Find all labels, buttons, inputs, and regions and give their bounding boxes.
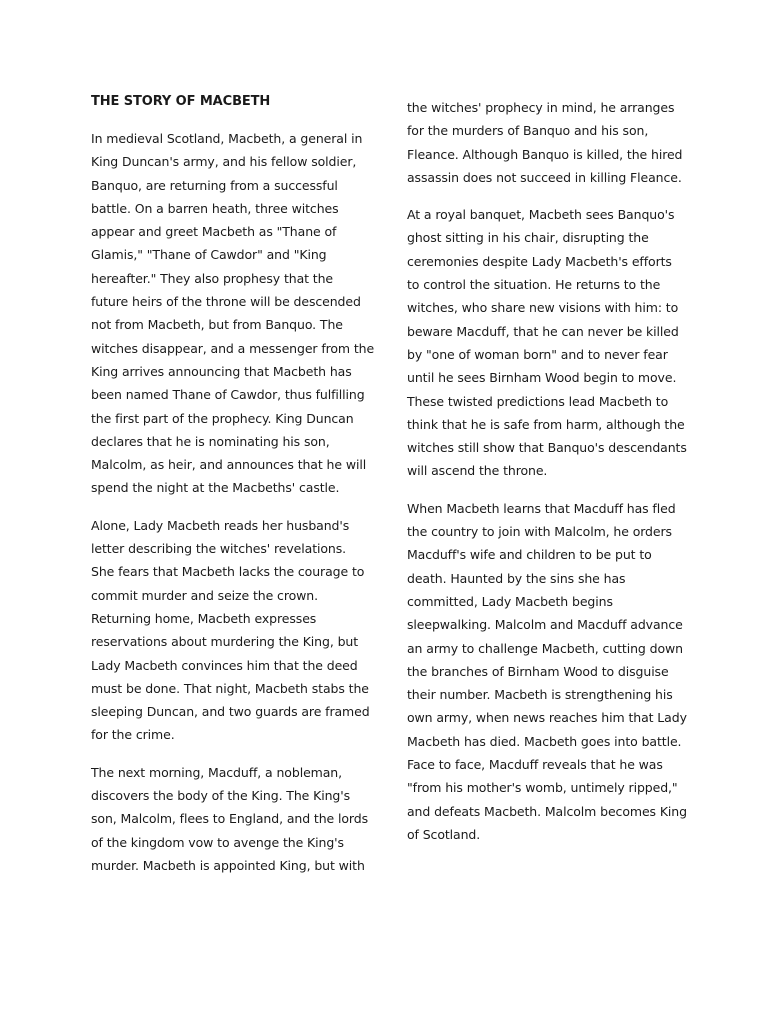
text-line: reservations about murdering the King, but — [91, 634, 359, 650]
text-line: Banquo, are returning from a successful — [91, 177, 338, 193]
text-line: ceremonies despite Lady Macbeth's efforts — [407, 253, 672, 269]
text-line: commit murder and seize the crown. — [91, 587, 318, 603]
text-line: Lady Macbeth convinces him that the deed — [91, 657, 358, 673]
text-line: Macbeth has died. Macbeth goes into battle. — [407, 733, 682, 749]
document-title: THE STORY OF MACBETH — [91, 94, 271, 109]
text-line: until he sees Birnham Wood begin to move. — [407, 370, 677, 386]
text-line: future heirs of the throne will be descended — [91, 294, 361, 310]
text-line: At a royal banquet, Macbeth sees Banquo's — [407, 207, 675, 223]
text-line: sleepwalking. Malcolm and Macduff advance — [407, 617, 683, 633]
text-line: She fears that Macbeth lacks the courage to — [91, 564, 365, 580]
text-line: their number. Macbeth is strengthening his — [407, 687, 673, 703]
text-line: Glamis," "Thane of Cawdor" and "King — [91, 247, 327, 263]
text-line: murder. Macbeth is appointed King, but with — [91, 857, 365, 873]
text-line: witches still show that Banquo's descendants — [407, 440, 687, 456]
left-column — [91, 90, 375, 891]
text-line: own army, when news reaches him that Lady — [407, 710, 687, 726]
text-line: death. Haunted by the sins she has — [407, 570, 626, 586]
right-paragraphs — [407, 96, 697, 846]
text-line: hereafter." They also prophesy that the — [91, 270, 334, 286]
text-line: declares that he is nominating his son, — [91, 433, 330, 449]
paragraph — [91, 761, 368, 877]
text-line: the country to join with Malcolm, he orders — [407, 524, 672, 540]
text-line: the branches of Birnham Wood to disguise — [407, 663, 669, 679]
text-line: the first part of the prophecy. King Duncan — [91, 410, 354, 426]
text-line: must be done. That night, Macbeth stabs the — [91, 680, 369, 696]
text-line: for the murders of Banquo and his son, — [407, 123, 649, 139]
text-line: Macduff's wife and children to be put to — [407, 547, 652, 563]
right-column — [407, 96, 697, 860]
text-line: to control the situation. He returns to the — [407, 277, 661, 293]
text-line: the witches' prophecy in mind, he arranges — [407, 100, 675, 115]
text-line: committed, Lady Macbeth begins — [407, 593, 613, 609]
text-line: for the crime. — [91, 727, 175, 743]
text-line: discovers the body of the King. The King's — [91, 788, 351, 804]
text-line: sleeping Duncan, and two guards are framed — [91, 704, 370, 720]
text-line: Alone, Lady Macbeth reads her husband's — [91, 517, 350, 533]
text-line: witches disappear, and a messenger from the — [91, 340, 375, 356]
text-line: battle. On a barren heath, three witches — [91, 200, 339, 216]
paragraph — [91, 127, 375, 500]
paragraph — [407, 96, 697, 189]
text-line: letter describing the witches' revelations. — [91, 541, 347, 557]
text-line: of the kingdom vow to avenge the King's — [91, 834, 344, 850]
text-line: King Duncan's army, and his fellow soldier, — [91, 154, 357, 170]
text-line: witches, who share new visions with him: to — [407, 300, 679, 316]
text-line: In medieval Scotland, Macbeth, a general in — [91, 131, 363, 146]
text-line: King arrives announcing that Macbeth has — [91, 363, 352, 379]
text-line: Returning home, Macbeth expresses — [91, 610, 317, 626]
text-line: appear and greet Macbeth as "Thane of — [91, 224, 337, 240]
text-line: "from his mother's womb, untimely ripped," — [407, 780, 678, 796]
text-line: been named Thane of Cawdor, thus fulfilling — [91, 387, 365, 403]
text-line: not from Macbeth, but from Banquo. The — [91, 317, 343, 333]
text-line: Malcolm, as heir, and announces that he will — [91, 457, 367, 473]
text-line: ghost sitting in his chair, disrupting the — [407, 230, 649, 246]
text-line: When Macbeth learns that Macduff has fled — [407, 500, 676, 516]
text-line: son, Malcolm, flees to England, and the lords — [91, 811, 368, 827]
text-line: These twisted predictions lead Macbeth to — [407, 393, 669, 409]
text-line: beware Macduff, that he can never be killed — [407, 323, 679, 339]
text-line: assassin does not succeed in killing Fleance. — [407, 169, 682, 185]
text-line: think that he is safe from harm, although the — [407, 416, 685, 432]
text-line: Fleance. Although Banquo is killed, the hired — [407, 146, 683, 162]
text-line: will ascend the throne. — [407, 463, 548, 479]
text-line: and defeats Macbeth. Malcolm becomes King — [407, 803, 687, 819]
paragraph — [91, 514, 370, 747]
text-line: an army to challenge Macbeth, cutting down — [407, 640, 683, 656]
text-line: by "one of woman born" and to never fear — [407, 346, 668, 362]
paragraph — [407, 203, 697, 483]
text-line: of Scotland. — [407, 826, 481, 842]
paragraph — [407, 497, 697, 846]
text-line: spend the night at the Macbeths' castle. — [91, 480, 340, 496]
text-line: Face to face, Macduff reveals that he was — [407, 757, 663, 773]
text-line: The next morning, Macduff, a nobleman, — [91, 764, 342, 780]
left-paragraphs — [91, 127, 375, 877]
